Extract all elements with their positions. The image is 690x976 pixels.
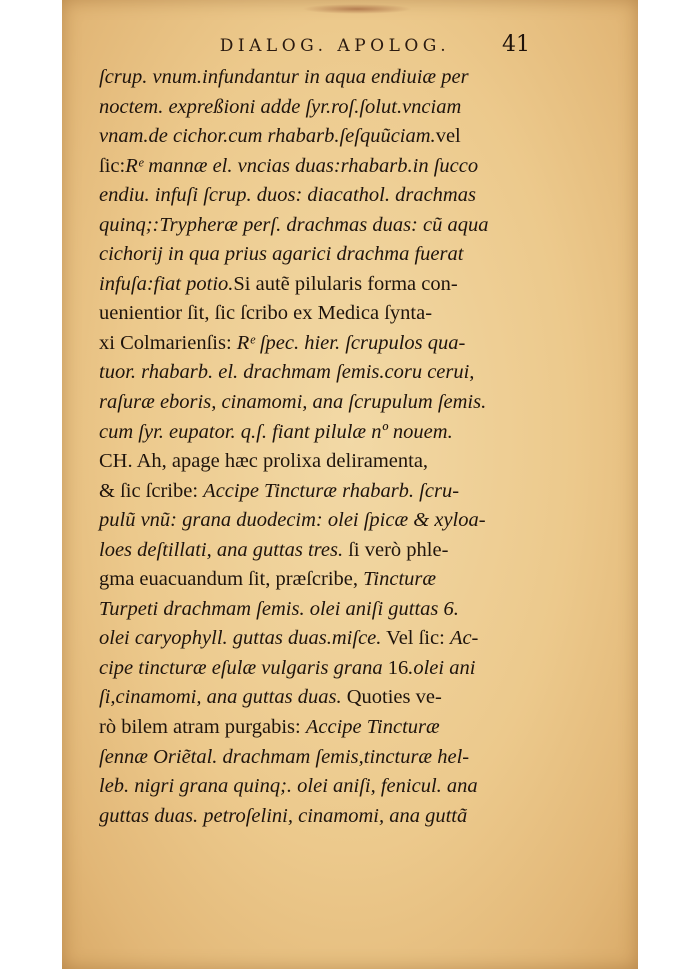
text-line: [99, 388, 589, 418]
italic-segment: vnam.de cichor.cum rhabarb.ſeſquũciam.: [99, 125, 436, 148]
text-line: [99, 418, 589, 448]
italic-segment: endiu. infuſi ſcrup. duos: diacathol. drachmas: [99, 184, 476, 207]
running-head: DIALOG. APOLOG.: [219, 36, 451, 56]
roman-segment: 16: [387, 656, 409, 679]
text-line: [99, 713, 589, 743]
roman-segment: CH. Ah, apage hæc prolixa deliramenta,: [99, 450, 429, 473]
italic-segment: .olei ani: [408, 656, 476, 679]
text-line: [99, 536, 589, 566]
italic-segment: cipe tincturæ eſulæ vulgaris grana: [99, 656, 388, 679]
text-line: [99, 211, 589, 241]
text-line: [99, 152, 589, 182]
roman-segment: gma euacuandum ſit, præſcribe,: [99, 568, 364, 591]
roman-segment: vel: [435, 125, 461, 148]
text-line: [99, 477, 589, 507]
text-line: [99, 299, 589, 329]
italic-segment: Rᵉ ſpec. hier. ſcrupulos qua-: [236, 331, 466, 354]
text-line: [99, 772, 589, 802]
italic-segment: infuſa:fiat potio.: [99, 272, 234, 295]
text-line: [99, 506, 589, 536]
text-line: [99, 624, 589, 654]
italic-segment: pulũ vnũ: grana duodecim: olei ſpicæ & xyloa-: [99, 509, 486, 532]
text-line: [99, 654, 589, 684]
body-text: [99, 63, 589, 831]
roman-segment: Vel ſic:: [381, 627, 450, 650]
roman-segment: ſic:: [99, 154, 126, 177]
italic-segment: ſennæ Oriẽtal. drachmam ſemis,tincturæ hel-: [99, 745, 470, 768]
roman-segment: Quoties ve-: [341, 686, 442, 709]
text-line: [99, 358, 589, 388]
text-line: [99, 802, 589, 832]
text-line: [99, 595, 589, 625]
text-line: [99, 63, 589, 93]
text-line: [99, 93, 589, 123]
book-page: [62, 0, 638, 969]
top-ornament: [302, 4, 412, 14]
italic-segment: Tincturæ: [363, 568, 437, 591]
roman-segment: Si autẽ pilularis forma con-: [233, 272, 458, 295]
text-line: [99, 181, 589, 211]
italic-segment: leb. nigri grana quinq;. olei aniſi, fenicul. ana: [99, 775, 478, 798]
text-line: [99, 743, 589, 773]
text-line: [99, 270, 589, 300]
italic-segment: Accipe Tincturæ: [305, 716, 440, 739]
italic-segment: cichorij in qua prius agarici drachma fuerat: [99, 243, 464, 266]
roman-segment: rò bilem atram purgabis:: [99, 716, 306, 739]
italic-segment: quinq;:Trypheræ perſ. drachmas duas: cũ aqua: [99, 213, 489, 236]
italic-segment: tuor. rhabarb. el. drachmam ſemis.coru cerui,: [99, 361, 475, 384]
italic-segment: raſuræ eboris, cinamomi, ana ſcrupulum ſemis.: [99, 391, 487, 414]
text-line: [99, 329, 589, 359]
italic-segment: guttas duas. petroſelini, cinamomi, ana guttã: [99, 804, 468, 827]
italic-segment: ſi,cinamomi, ana guttas duas.: [99, 686, 342, 709]
text-line: [99, 447, 589, 477]
italic-segment: Ac-: [449, 627, 479, 650]
roman-segment: uenientior ſit, ſic ſcribo ex Medica ſynta-: [99, 302, 433, 325]
italic-segment: Accipe Tincturæ rhabarb. ſcru-: [203, 479, 460, 502]
page-number: 41: [502, 32, 530, 57]
italic-segment: loes deſtillati, ana guttas tres.: [99, 538, 344, 561]
roman-segment: & ſic ſcribe:: [99, 479, 204, 502]
text-line: [99, 122, 589, 152]
text-line: [99, 565, 589, 595]
text-line: [99, 683, 589, 713]
roman-segment: ſi verò phle-: [343, 538, 449, 561]
italic-segment: cum ſyr. eupator. q.ſ. fiant pilulæ nº nouem.: [99, 420, 453, 443]
italic-segment: Rᵉ mannæ el. vncias duas:rhabarb.in ſucco: [125, 154, 479, 177]
italic-segment: ſcrup. vnum.infundantur in aqua endiuiæ per: [99, 66, 469, 88]
italic-segment: olei caryophyll. guttas duas.miſce.: [99, 627, 382, 650]
italic-segment: Turpeti drachmam ſemis. olei aniſi guttas 6.: [99, 597, 459, 620]
italic-segment: noctem. expreßioni adde ſyr.roſ.ſolut.vnciam: [99, 95, 462, 118]
roman-segment: xi Colmarienſis:: [99, 331, 237, 354]
text-line: [99, 240, 589, 270]
